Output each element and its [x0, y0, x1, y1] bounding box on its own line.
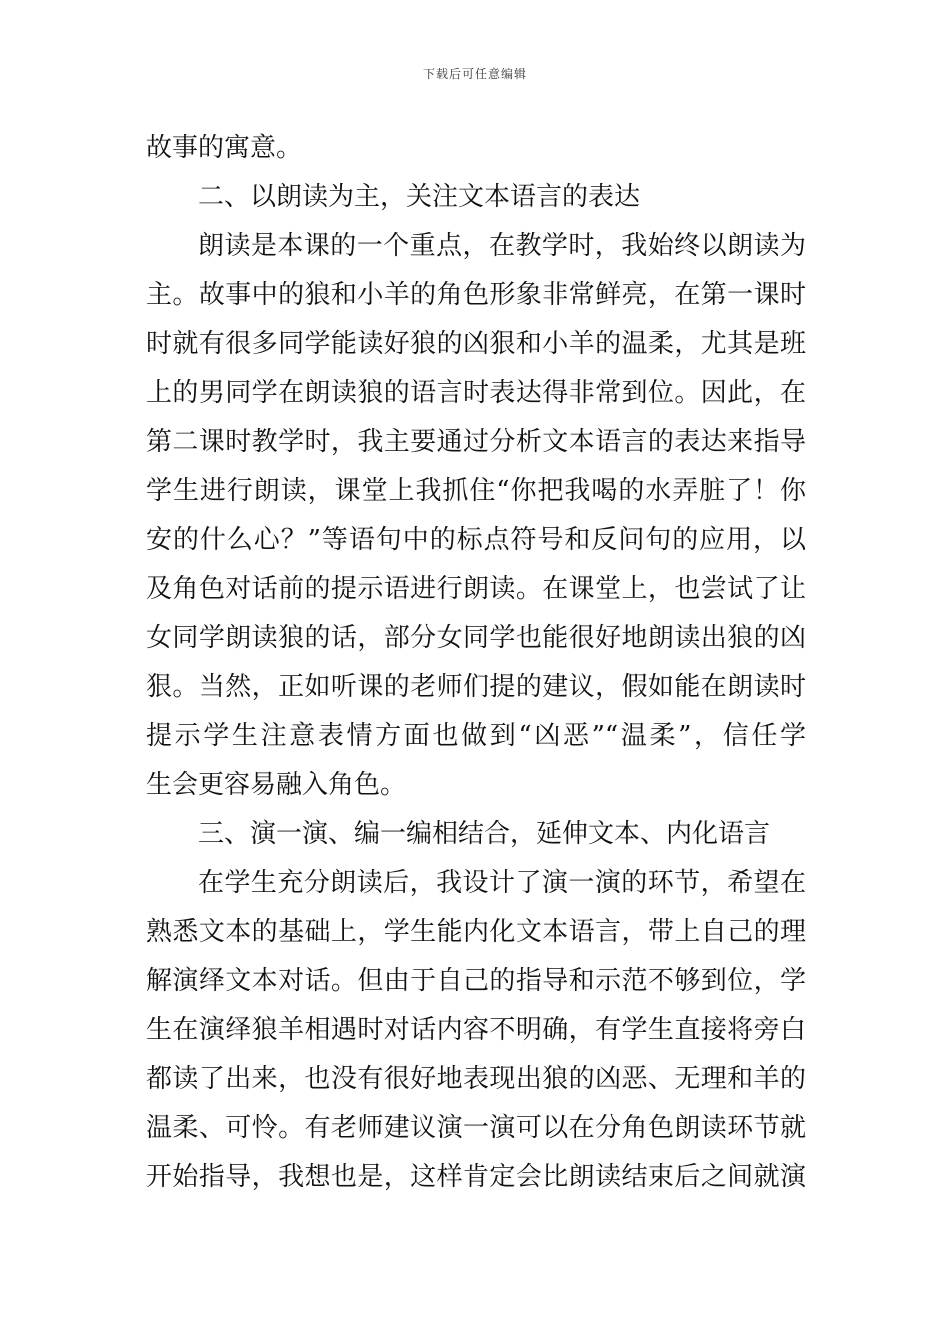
paragraph-line: 上的男同学在朗读狼的语言时表达得非常到位。因此，在: [146, 378, 806, 408]
section-heading: 三、演一演、编一编相结合，延伸文本、内化语言: [198, 819, 771, 849]
paragraph-line: 温柔、可怜。有老师建议演一演可以在分角色朗读环节就: [146, 1113, 806, 1143]
paragraph-line: 主。故事中的狼和小羊的角色形象非常鲜亮，在第一课时: [146, 280, 806, 310]
paragraph-line: 在学生充分朗读后，我设计了演一演的环节，希望在: [198, 868, 806, 898]
paragraph-line: 解演绎文本对话。但由于自己的指导和示范不够到位，学: [146, 966, 806, 996]
page-header: 下载后可任意编辑: [422, 67, 527, 81]
paragraph-line: 安的什么心？”等语句中的标点符号和反问句的应用，以: [146, 525, 806, 555]
section-heading: 二、以朗读为主，关注文本语言的表达: [198, 182, 641, 212]
paragraph-line: 熟悉文本的基础上，学生能内化文本语言，带上自己的理: [146, 917, 806, 947]
document-body: [146, 124, 806, 1202]
paragraph-line: 提示学生注意表情方面也做到“凶恶”“温柔”，信任学: [146, 721, 806, 751]
paragraph-line: 开始指导，我想也是，这样肯定会比朗读结束后之间就演: [146, 1162, 806, 1192]
paragraph-line: 生在演绎狼羊相遇时对话内容不明确，有学生直接将旁白: [146, 1015, 806, 1045]
paragraph-line: 及角色对话前的提示语进行朗读。在课堂上，也尝试了让: [146, 574, 806, 604]
paragraph-line: 时就有很多同学能读好狼的凶狠和小羊的温柔，尤其是班: [146, 329, 806, 359]
paragraph-line: 学生进行朗读，课堂上我抓住“你把我喝的水弄脏了！你: [146, 476, 806, 506]
paragraph-line: 狠。当然，正如听课的老师们提的建议，假如能在朗读时: [146, 672, 806, 702]
paragraph-line: 第二课时教学时，我主要通过分析文本语言的表达来指导: [146, 427, 806, 457]
paragraph-line: 生会更容易融入角色。: [146, 770, 407, 800]
paragraph-line: 朗读是本课的一个重点，在教学时，我始终以朗读为: [198, 231, 806, 261]
paragraph-line: 女同学朗读狼的话，部分女同学也能很好地朗读出狼的凶: [146, 623, 806, 653]
paragraph-line: 都读了出来，也没有很好地表现出狼的凶恶、无理和羊的: [146, 1064, 806, 1094]
paragraph-line: 故事的寓意。: [146, 133, 303, 163]
